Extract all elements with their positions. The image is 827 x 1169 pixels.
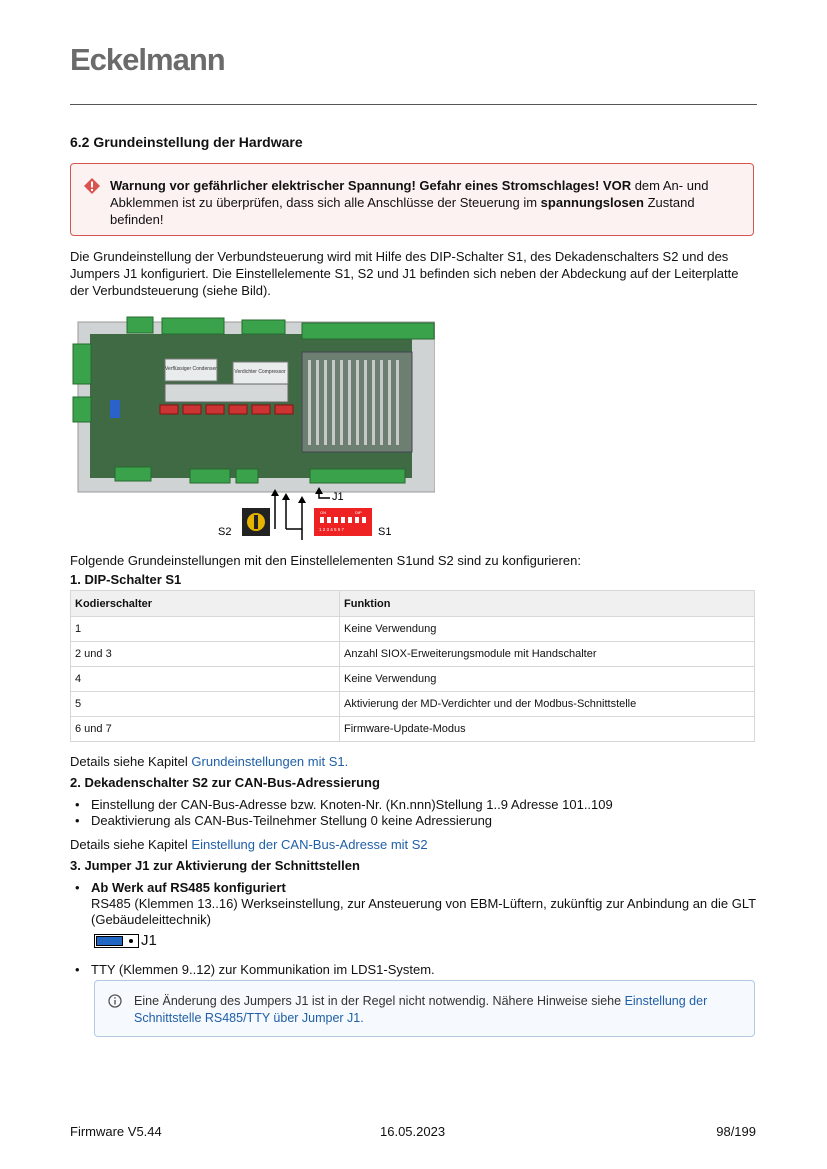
- table-cell: Anzahl SIOX-Erweiterungsmodule mit Handschalter: [340, 642, 755, 667]
- table-cell: 6 und 7: [71, 717, 340, 742]
- table-cell: 4: [71, 667, 340, 692]
- s2-details-prefix: Details siehe Kapitel: [70, 837, 192, 852]
- list-item: [70, 880, 760, 928]
- table-row: [71, 717, 755, 742]
- info-box: [94, 980, 755, 1037]
- table-row: [71, 617, 755, 642]
- s2-bullet-list: [70, 797, 760, 829]
- settings-lead: Folgende Grundeinstellungen mit den Einstellelementen S1und S2 sind zu konfigurieren:: [70, 553, 581, 568]
- s1-details-prefix: Details siehe Kapitel: [70, 754, 192, 769]
- warning-bold-2: spannungslosen: [540, 195, 644, 210]
- jumper-icon: [94, 934, 139, 948]
- figure-condenser-label: Verflüssiger Condenser: [165, 366, 217, 372]
- intro-paragraph: Die Grundeinstellung der Verbundsteuerung wird mit Hilfe des DIP-Schalter S1, des Dekadenschalters S2 und des Jumpers J1 konfiguriert. Die Einstellelemente S1, S2 und J1 befinden sich neben der Abdeckung auf der Leiterplatte der Verbundsteuerung (siehe Bild).: [70, 249, 739, 298]
- footer-firmware: Firmware V5.44: [70, 1124, 162, 1139]
- dip-switch-table: [70, 590, 755, 742]
- table-cell: 5: [71, 692, 340, 717]
- j1-heading: 3. Jumper J1 zur Aktivierung der Schnittstellen: [70, 858, 360, 873]
- s2-details-link[interactable]: Einstellung der CAN-Bus-Adresse mit S2: [191, 837, 428, 852]
- list-item: • Deaktivierung als CAN-Bus-Teilnehmer Stellung 0 keine Adressierung: [70, 813, 760, 829]
- warning-box: [70, 163, 754, 236]
- j1-bullet-list-2: [70, 962, 760, 978]
- warning-bold-1: Warnung vor gefährlicher elektrischer Spannung! Gefahr eines Stromschlages! VOR: [110, 178, 632, 193]
- j1-bullet-list-1: [70, 880, 760, 928]
- s1-details-link[interactable]: Grundeinstellungen mit S1.: [191, 754, 349, 769]
- figure-compressor-label: Verdichter Compressor: [234, 369, 286, 375]
- header-divider: [70, 104, 757, 105]
- table-cell: Firmware-Update-Modus: [340, 717, 755, 742]
- eckelmann-logo: Eckelmann: [70, 42, 225, 77]
- info-link[interactable]: Einstellung der Schnittstelle RS485/TTY über Jumper J1.: [134, 994, 708, 1025]
- warning-text-2: Zustand befinden!: [110, 195, 695, 227]
- figure-dip-numbers: 1 2 3 4 5 6 7: [319, 527, 345, 532]
- pcb-figure: [70, 312, 435, 544]
- table-row: [71, 642, 755, 667]
- table-header-row: [71, 591, 755, 617]
- warning-diamond-icon: [84, 178, 100, 194]
- figure-label-s2: S2: [218, 526, 232, 538]
- j1-factory-text: RS485 (Klemmen 13..16) Werkseinstellung, zur Ansteuerung von EBM-Lüftern, zukünftig zur Anbindung an die GLT (Gebäudeleittechnik): [91, 896, 756, 927]
- jumper-j1-graphic: [94, 933, 164, 949]
- list-item: • TTY (Klemmen 9..12) zur Kommunikation im LDS1-System.: [70, 962, 760, 978]
- section-title: 6.2 Grundeinstellung der Hardware: [70, 134, 303, 150]
- s2-details: [70, 836, 760, 853]
- footer-date: 16.05.2023: [380, 1124, 446, 1139]
- j1-factory-heading: Ab Werk auf RS485 konfiguriert: [91, 880, 286, 895]
- figure-dip-label: DIP: [355, 510, 362, 515]
- figure-dip-on: ON: [320, 510, 326, 515]
- s1-details: [70, 753, 760, 770]
- table-cell: Aktivierung der MD-Verdichter und der Modbus-Schnittstelle: [340, 692, 755, 717]
- table-cell: 2 und 3: [71, 642, 340, 667]
- table-row: [71, 692, 755, 717]
- warning-text-1: dem An- und Abklemmen ist zu überprüfen, dass sich alle Anschlüsse der Steuerung im: [110, 178, 709, 210]
- info-circle-icon: [108, 994, 122, 1008]
- column-header-funktion: Funktion: [340, 591, 755, 617]
- info-text: Eine Änderung des Jumpers J1 ist in der Regel nicht notwendig. Nähere Hinweise siehe: [134, 994, 625, 1008]
- figure-label-s1: S1: [378, 526, 392, 538]
- table-cell: Keine Verwendung: [340, 617, 755, 642]
- s1-heading: 1. DIP-Schalter S1: [70, 572, 182, 587]
- figure-label-j1: J1: [332, 491, 344, 503]
- list-item: • Einstellung der CAN-Bus-Adresse bzw. Knoten-Nr. (Kn.nnn)Stellung 1..9 Adresse 101..109: [70, 797, 760, 813]
- s2-heading: 2. Dekadenschalter S2 zur CAN-Bus-Adressierung: [70, 775, 380, 790]
- table-cell: 1: [71, 617, 340, 642]
- table-row: [71, 667, 755, 692]
- column-header-kodierschalter: Kodierschalter: [71, 591, 340, 617]
- footer-page-number: 98/199: [716, 1124, 756, 1139]
- jumper-label: J1: [141, 932, 157, 949]
- table-cell: Keine Verwendung: [340, 667, 755, 692]
